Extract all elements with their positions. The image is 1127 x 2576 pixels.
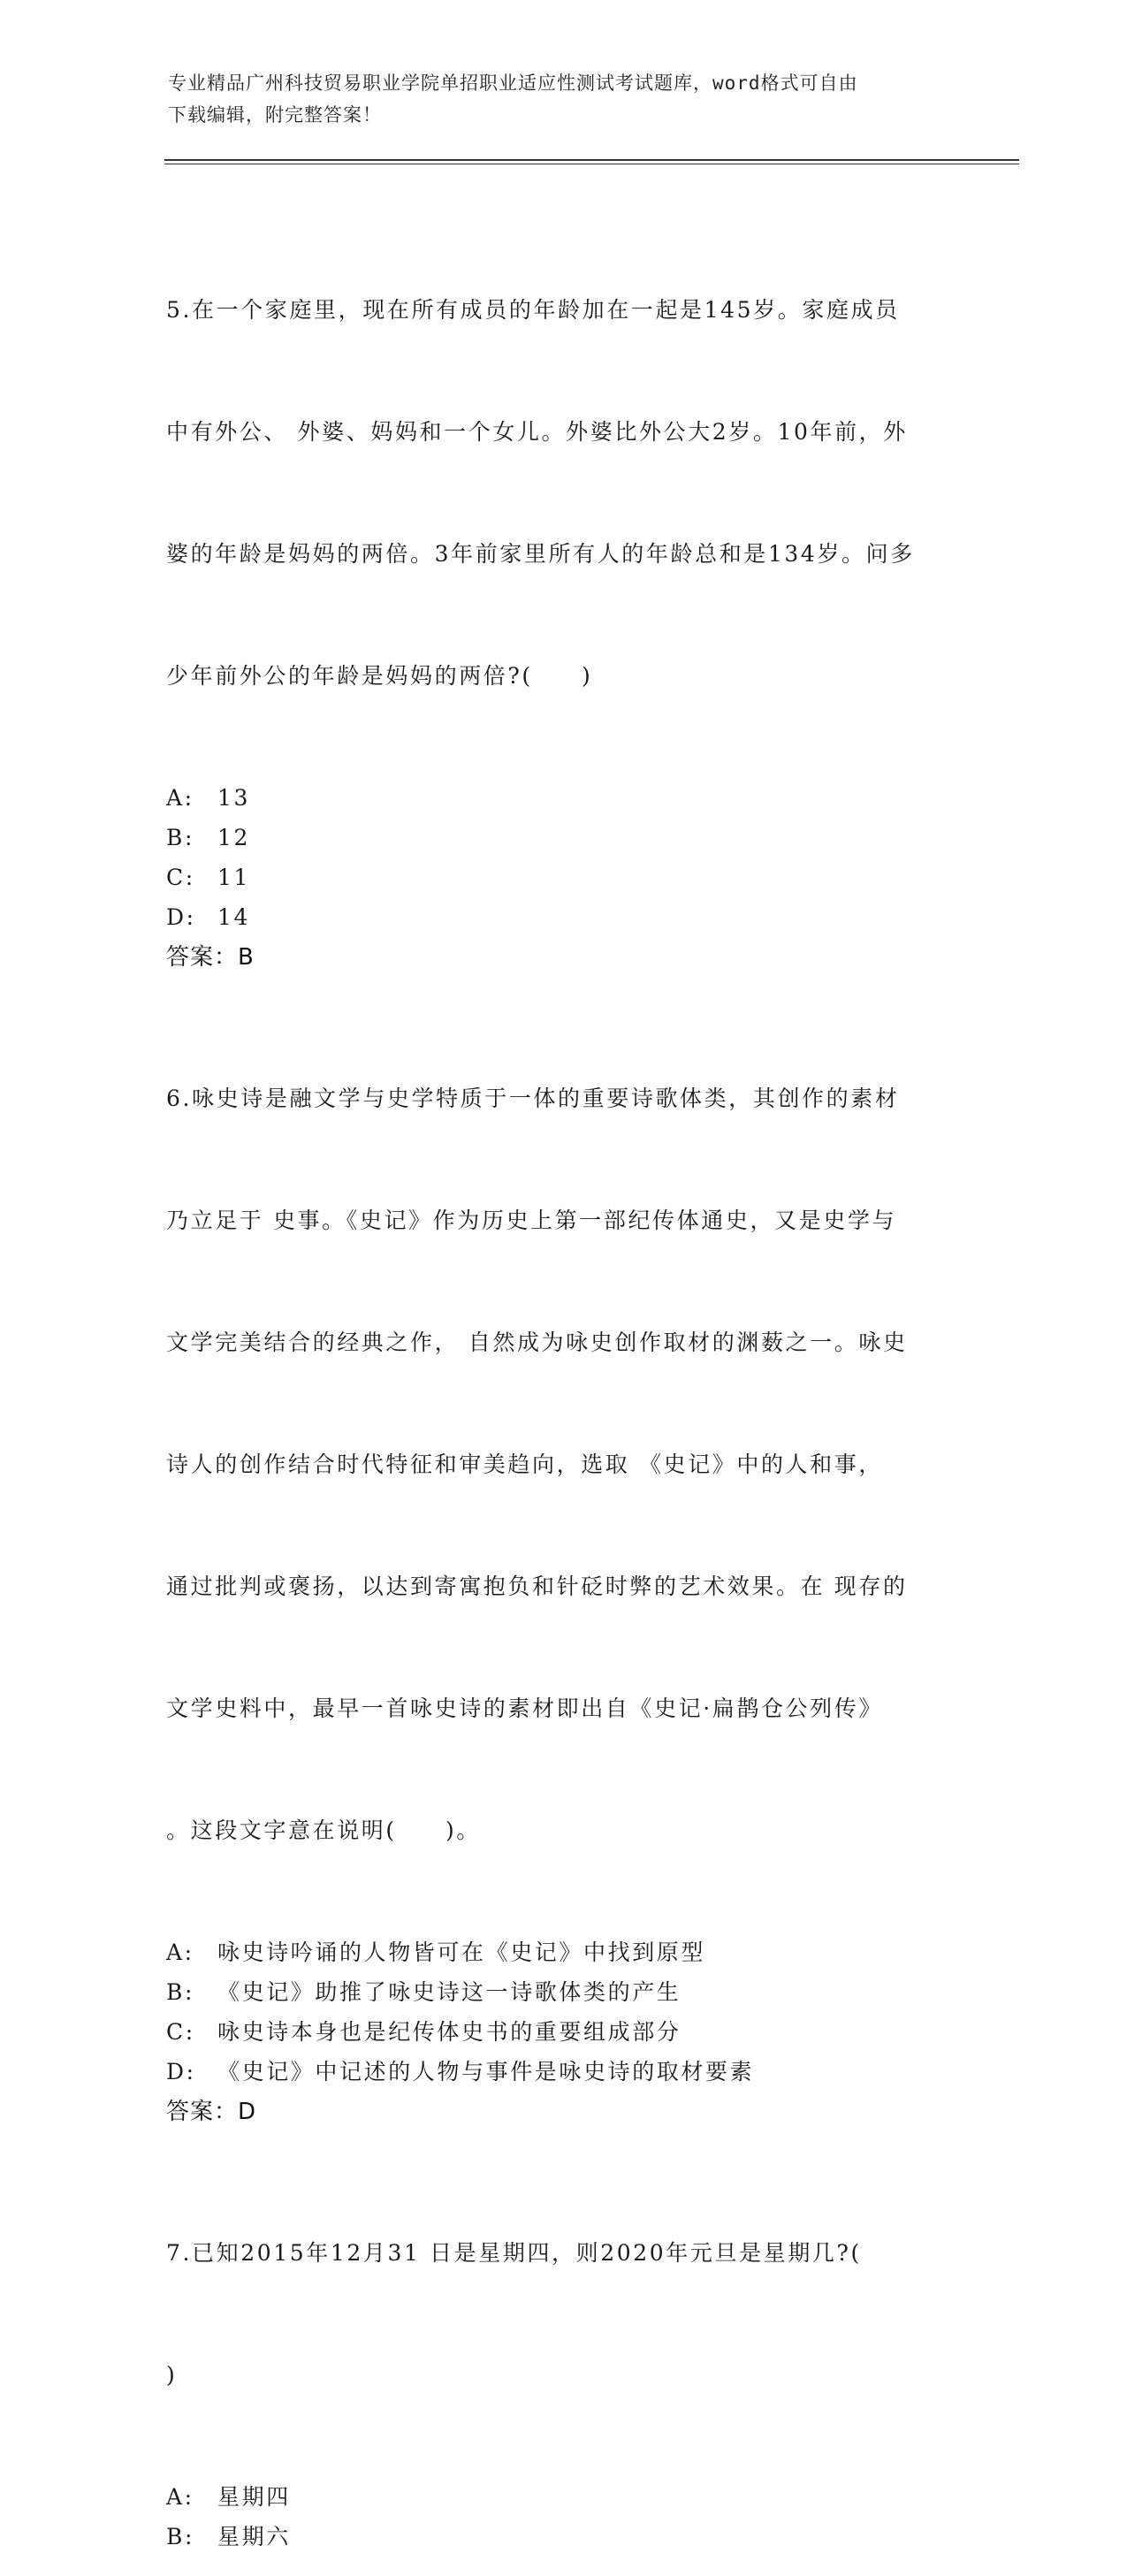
option-d bbox=[166, 897, 962, 937]
option-a bbox=[166, 2477, 962, 2517]
option-text: 《史记》中记述的人物与事件是咏史诗的取材要素 bbox=[217, 2059, 755, 2084]
option-b bbox=[166, 818, 962, 857]
stem-line: ) bbox=[166, 2362, 178, 2388]
stem-line: 文学完美结合的经典之作， 自然成为咏史创作取材的渊薮之一。咏史 bbox=[166, 1330, 908, 1355]
option-d bbox=[166, 2052, 962, 2092]
option-a bbox=[166, 778, 962, 818]
option-key: A: bbox=[166, 785, 194, 811]
document-header bbox=[168, 67, 963, 131]
option-text: 14 bbox=[217, 904, 251, 930]
option-text: 《史记》助推了咏史诗这一诗歌体类的产生 bbox=[217, 1979, 682, 2005]
option-a bbox=[166, 1932, 962, 1972]
option-key: C: bbox=[166, 2019, 195, 2045]
option-b bbox=[166, 1972, 962, 2012]
stem-line: 文学史料中，最早一首咏史诗的素材即出自《史记·扁鹊仓公列传》 bbox=[166, 1696, 883, 1721]
question-5 bbox=[166, 209, 962, 978]
option-b bbox=[166, 2517, 962, 2557]
stem-line: 5.在一个家庭里，现在所有成员的年龄加在一起是145岁。家庭成员 bbox=[166, 297, 900, 323]
question-6 bbox=[166, 997, 962, 2132]
header-divider bbox=[164, 159, 1019, 164]
stem-line: 少年前外公的年龄是妈妈的两倍?( ) bbox=[166, 663, 593, 689]
option-c bbox=[166, 857, 962, 897]
answer-line: 答案：D bbox=[166, 2099, 257, 2125]
stem-line: 6.咏史诗是融文学与史学特质于一体的重要诗歌体类，其创作的素材 bbox=[166, 1086, 900, 1111]
stem-line: 7.已知2015年12月31 日是星期四，则2020年元旦是星期几?( bbox=[166, 2240, 862, 2266]
option-key: C: bbox=[166, 865, 195, 890]
stem-line: 婆的年龄是妈妈的两倍。3年前家里所有人的年龄总和是134岁。问多 bbox=[166, 541, 915, 567]
stem-line: 。这段文字意在说明( )。 bbox=[166, 1818, 481, 1843]
option-key: D: bbox=[166, 2059, 196, 2084]
question-list bbox=[166, 209, 962, 2576]
question-7 bbox=[166, 2152, 962, 2557]
question-stem bbox=[166, 997, 962, 1932]
question-stem bbox=[166, 2152, 962, 2477]
option-key: D: bbox=[166, 904, 196, 930]
option-text: 星期六 bbox=[217, 2524, 291, 2549]
option-key: B: bbox=[166, 825, 194, 850]
option-key: B: bbox=[166, 1979, 194, 2005]
option-text: 13 bbox=[217, 785, 251, 811]
option-key: A: bbox=[166, 2484, 194, 2510]
question-stem bbox=[166, 209, 962, 778]
stem-line: 通过批判或褒扬，以达到寄寓抱负和针砭时弊的艺术效果。在 现存的 bbox=[166, 1574, 908, 1599]
stem-line: 乃立足于 史事。《史记》作为历史上第一部纪传体通史，又是史学与 bbox=[166, 1208, 897, 1233]
option-c bbox=[166, 2012, 962, 2052]
header-line: 专业精品广州科技贸易职业学院单招职业适应性测试考试题库，word格式可自由 bbox=[168, 72, 858, 94]
option-text: 11 bbox=[217, 865, 251, 890]
option-text: 星期四 bbox=[217, 2484, 291, 2510]
option-text: 咏史诗本身也是纪传体史书的重要组成部分 bbox=[217, 2019, 682, 2045]
option-key: B: bbox=[166, 2524, 194, 2549]
header-line: 下载编辑，附完整答案！ bbox=[168, 104, 382, 126]
stem-line: 中有外公、 外婆、妈妈和一个女儿。外婆比外公大2岁。10年前，外 bbox=[166, 419, 908, 445]
answer-line: 答案：B bbox=[166, 944, 255, 971]
stem-line: 诗人的创作结合时代特征和审美趋向，选取 《史记》中的人和事， bbox=[166, 1452, 883, 1477]
option-text: 咏史诗吟诵的人物皆可在《史记》中找到原型 bbox=[217, 1940, 706, 1965]
option-text: 12 bbox=[217, 825, 251, 850]
option-key: A: bbox=[166, 1940, 194, 1965]
